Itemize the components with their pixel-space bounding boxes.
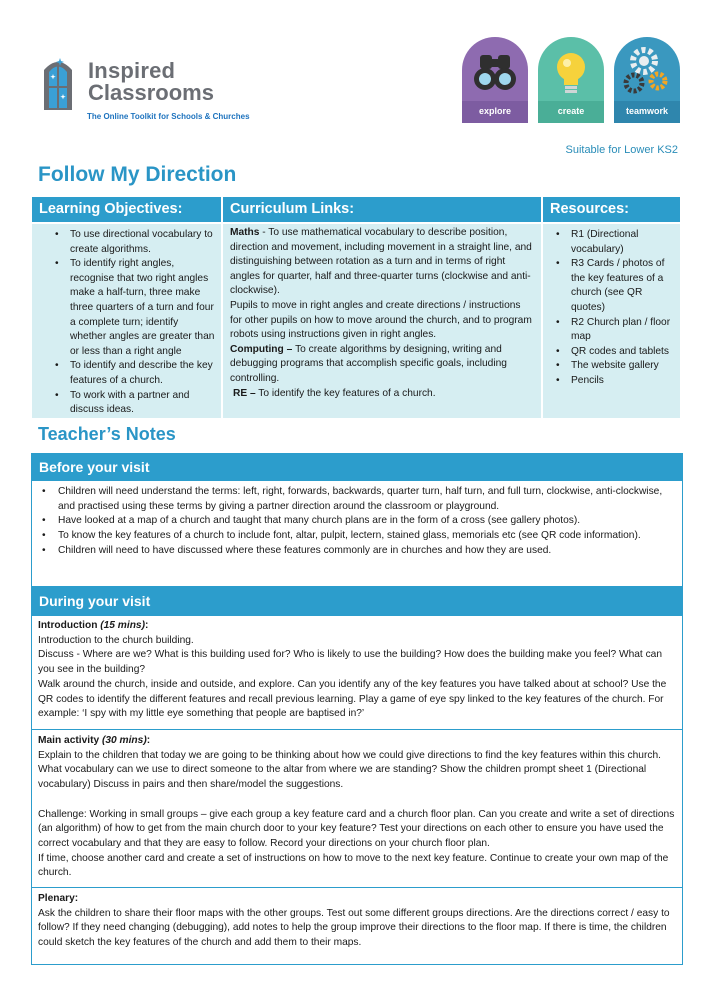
- introduction-line: Discuss - Where are we? What is this building used for? Who is likely to use the building? How does the building make you feel? What can you see in the building?: [38, 649, 663, 676]
- explore-label: explore: [462, 101, 528, 123]
- resources-list: [545, 228, 676, 389]
- maths-link: [230, 226, 537, 299]
- teamwork-tile: [614, 37, 680, 123]
- plenary-text: Ask the children to share their floor maps with the other groups. Test out some different groups directions. Are the directions correct / easy to follow? If they need changing (debugging), add notes to help the group improve their directions to the floor map. If there is time, the children could sketch the key features of the church and add them to their maps.: [38, 907, 670, 949]
- list-item: • Children will need understand the terms: left, right, forwards, backwards, quarter turn, half turn, and full turn, clockwise, anti-clockwise, and practised using these terms by giving a partner direction around the classroom or playground.: [38, 485, 674, 514]
- before-visit-section: [31, 453, 683, 587]
- introduction-colon: :: [144, 620, 149, 631]
- resources-cell: [543, 224, 680, 418]
- list-item: • To use directional vocabulary to create algorithms.: [44, 228, 217, 257]
- main-activity-label: Main activity: [38, 735, 102, 746]
- objectives-list: [44, 228, 217, 418]
- introduction-line: Introduction to the church building.: [38, 634, 194, 646]
- logo-line2: Classrooms: [88, 80, 214, 105]
- objectives-cell: [32, 224, 221, 418]
- objectives-heading: Learning Objectives:: [32, 197, 221, 222]
- list-item: • Children will need to have discussed where these features commonly are in churches and how they are used.: [38, 544, 674, 559]
- maths-label: Maths: [230, 227, 260, 238]
- curriculum-heading: Curriculum Links:: [223, 197, 541, 222]
- computing-label: Computing –: [230, 343, 296, 355]
- computing-text: To create algorithms by designing, writing and debugging programs that accomplish specific goals, including controlling.: [230, 343, 507, 384]
- logo-line1: Inspired: [88, 58, 176, 83]
- before-visit-heading: Before your visit: [32, 454, 682, 481]
- before-visit-body: [32, 483, 682, 559]
- introduction-time: (15 mins): [100, 620, 145, 631]
- teachers-notes-title: Teacher’s Notes: [38, 424, 176, 444]
- re-text: To identify the key features of a church.: [255, 387, 436, 399]
- explore-tile: [462, 37, 528, 123]
- curriculum-cell: [223, 224, 541, 418]
- list-item: • To identify and describe the key features of a church.: [44, 359, 217, 388]
- main-activity-paragraph: Explain to the children that today we are going to be thinking about how we could give directions to find the key features within this church. What vocabulary can we use to direct someone to the altar from where we are standing? Show the children prompt sheet 1 (Directional vocabulary) Discuss in pairs and then share/model the suggestions.: [38, 749, 661, 791]
- list-item: • Pencils: [545, 374, 676, 389]
- lightbulb-icon: [538, 37, 604, 101]
- introduction-label: Introduction: [38, 620, 101, 631]
- list-item: • R2 Church plan / floor map: [545, 316, 676, 345]
- list-item: • To work with a partner and discuss ideas.: [44, 389, 217, 418]
- introduction-block: [32, 615, 682, 722]
- main-activity-time: (30 mins): [101, 735, 147, 746]
- logo-tagline: The Online Toolkit for Schools & Churches: [87, 112, 250, 121]
- during-visit-heading: During your visit: [32, 588, 682, 615]
- church-door-icon: [40, 52, 76, 112]
- suitable-for-label: Suitable for Lower KS2: [565, 144, 678, 156]
- gears-icon: [614, 37, 680, 101]
- before-visit-list: [38, 485, 674, 559]
- list-item: • The website gallery: [545, 359, 676, 374]
- re-link: [230, 387, 537, 402]
- during-visit-section: [31, 587, 683, 965]
- resources-heading: Resources:: [543, 197, 680, 222]
- introduction-line: Walk around the church, inside and outside, and explore. Can you identify any of the key features you have talked about at school? Use the QR codes to identify the different features and recall previous learning. Play a game of eye spy linked to the key features of the church. For example: ‘I spy with my little eye something that people are baptised in?’: [38, 678, 667, 720]
- page-title: Follow My Direction: [38, 163, 237, 186]
- main-activity-block: [32, 730, 682, 881]
- plenary-label: Plenary:: [38, 893, 79, 904]
- list-item: • To identify right angles, recognise that two right angles make a half-turn, three make three quarters of a turn and four a complete turn; identify whether angles are greater than or less than a right angle: [44, 257, 217, 359]
- main-activity-colon: :: [146, 735, 151, 746]
- binoculars-icon: [462, 37, 528, 101]
- inspired-classrooms-logo: [38, 52, 278, 122]
- list-item: • R3 Cards / photos of the key features of a church (see QR quotes): [545, 257, 676, 315]
- main-activity-paragraph: Challenge: Working in small groups – give each group a key feature card and a church floor plan. Can you create and write a set of directions (an algorithm) of how to get from the main church door to your key feature? Test your directions on each other to ensure you have used the correct vocabulary and that they are easy to follow. Record your directions on your church floor plan.: [38, 808, 675, 849]
- plenary-block: [32, 888, 682, 951]
- main-activity-paragraph: If time, choose another card and create a set of instructions on how to move to the next key feature. Continue to create your own map of the church.: [38, 852, 669, 879]
- maths-paragraph-2: Pupils to move in right angles and create directions / instructions: [230, 299, 521, 311]
- create-tile: [538, 37, 604, 123]
- create-label: create: [538, 101, 604, 123]
- main-activity-heading: [38, 734, 676, 749]
- maths-text: - To use mathematical vocabulary to describe position, direction and movement, including movement in a straight line, and distinguishing between rotation as a turn and in terms of right angles for quarter, half and three-quarter turns (clockwise and anti-clockwise).: [230, 227, 532, 297]
- list-item: • To know the key features of a church to include font, altar, pulpit, lectern, stained glass, memorials etc (see QR code information).: [38, 529, 674, 544]
- list-item: • QR codes and tablets: [545, 345, 676, 360]
- re-label: RE –: [233, 387, 256, 399]
- list-item: • Have looked at a map of a church and taught that many church plans are in the form of a cross (see gallery photos).: [38, 514, 674, 529]
- introduction-heading: [38, 619, 676, 634]
- computing-link: [230, 343, 537, 387]
- teamwork-label: teamwork: [614, 101, 680, 123]
- list-item: • R1 (Directional vocabulary): [545, 228, 676, 257]
- maths-paragraph-3: for other pupils on how to move around the church, and to program robots using instructions given in right angles.: [230, 314, 532, 341]
